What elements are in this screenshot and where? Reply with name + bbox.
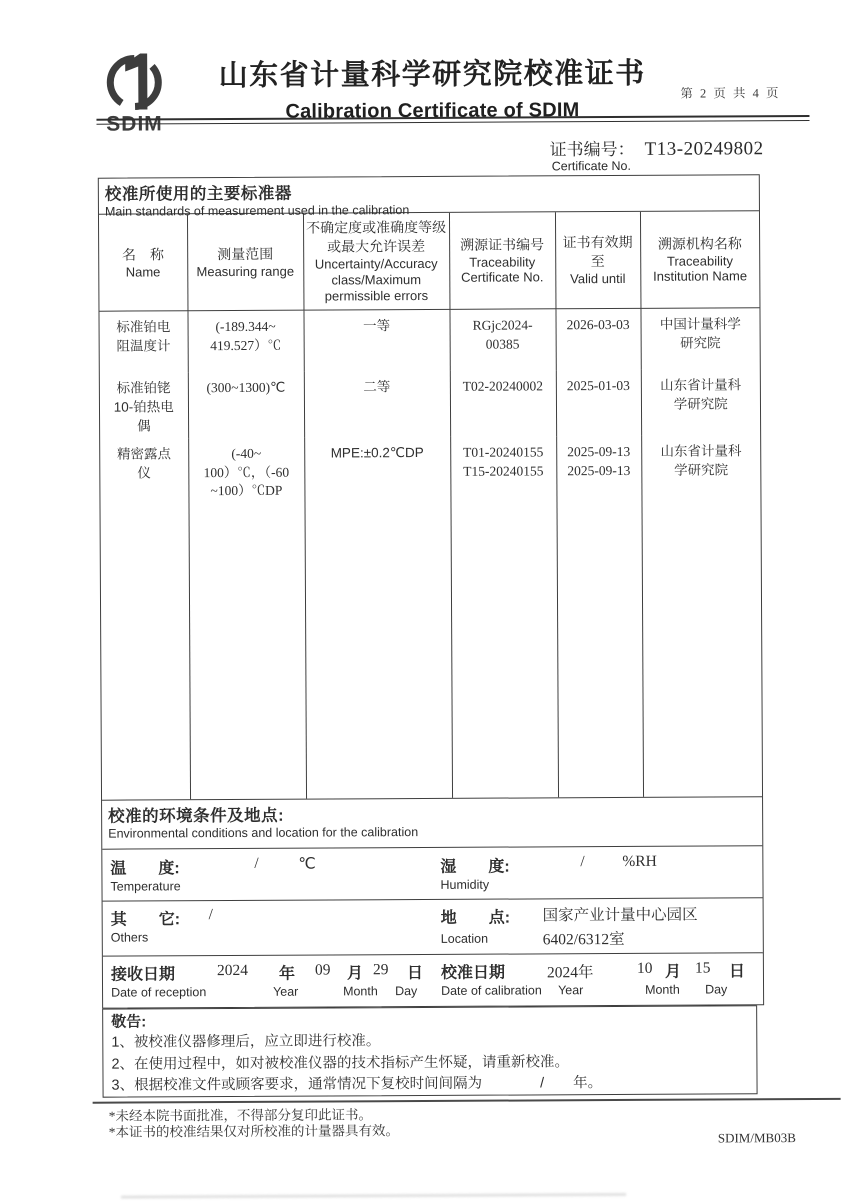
certificate-number-value: T13-20249802	[644, 138, 764, 160]
cell-range: (300~1300)℃	[188, 372, 304, 438]
humidity-label: 湿 度:	[440, 858, 510, 876]
table-row	[99, 308, 759, 373]
header-title-block	[182, 51, 682, 125]
notice-title: 敬告:	[111, 1013, 147, 1031]
reception-month-unit: 月	[346, 964, 364, 983]
reception-month-en: Month	[343, 983, 378, 999]
temperature-unit: ℃	[298, 855, 316, 873]
calibration-date-label: 校准日期	[440, 964, 506, 982]
notice-item-1: 1、被校准仪器修理后，应立即进行校准。	[111, 1033, 381, 1051]
cell-cert-no: T01-20240155 T15-20240155	[450, 436, 558, 798]
environment-title-en: Environmental conditions and location for the calibration	[108, 824, 419, 841]
cell-cert-no: RGjc2024- 00385	[449, 309, 555, 371]
humidity-label-en: Humidity	[440, 877, 490, 892]
calibration-month-value: 10	[636, 959, 653, 977]
calibration-date-label-en: Date of calibration	[441, 983, 542, 998]
cell-range: (-40~ 100）℃，（-60 ~100）℃DP	[188, 437, 306, 799]
certificate-number-line	[550, 134, 764, 161]
cell-range: (-189.344~ 419.527）℃	[187, 310, 303, 372]
certificate-number-label-en: Certificate No.	[551, 158, 631, 174]
calibration-month-en: Month	[645, 982, 680, 997]
humidity-unit: %RH	[622, 852, 657, 870]
others-location-row	[103, 897, 763, 955]
location-label: 地 点:	[440, 909, 511, 927]
temperature-value: /	[254, 854, 259, 872]
col-header-name: 名 称 Name	[99, 214, 188, 311]
footer-note-2: *本证书的校准结果仅对所校准的计量器具有效。	[108, 1123, 400, 1140]
cell-accuracy: 二等	[304, 371, 450, 437]
cell-accuracy: MPE:±0.2℃DP	[304, 437, 452, 799]
cell-valid-until: 2025-09-13 2025-09-13	[556, 436, 643, 797]
calibration-day-en: Day	[705, 982, 728, 997]
cell-name: 标准铂电 阻温度计	[99, 311, 187, 373]
location-label-en: Location	[440, 931, 489, 946]
cell-institution: 山东省计量科 学研究院	[660, 377, 742, 412]
col-header-range: 测量范围 Measuring range	[187, 214, 304, 311]
reception-date-label-en: Date of reception	[111, 984, 207, 1000]
col-header-institution: 溯源机构名称 Traceability Institution Name	[640, 211, 760, 308]
reception-year-value: 2024	[216, 961, 248, 979]
reception-day-unit: 日	[406, 964, 424, 982]
cell-name: 精密露点 仪	[100, 438, 190, 799]
environment-title-zh: 校准的环境条件及地点:	[108, 806, 285, 826]
others-label: 其 它:	[110, 910, 181, 929]
cell-name: 标准铂铑 10-铂热电 偶	[100, 372, 188, 438]
notice-item-3: 3、根据校准文件或顾客要求，通常情况下复校时间间隔为 / 年。	[111, 1075, 603, 1094]
standards-title-en: Main standards of measurement used in the calibration	[104, 203, 410, 219]
notice-item-2: 2、在使用过程中，如对被校准仪器的技术指标产生怀疑，请重新校准。	[111, 1053, 570, 1073]
cell-valid-until: 2026-03-03	[555, 308, 640, 370]
page-title-en: Calibration Certificate of SDIM	[285, 99, 580, 123]
document-code: SDIM/MB03B	[717, 1130, 796, 1146]
cell-accuracy: 一等	[303, 309, 449, 371]
sdim-logo-icon	[94, 51, 174, 111]
table-row	[100, 369, 760, 438]
humidity-value: /	[580, 852, 585, 870]
standards-section-header	[99, 175, 759, 219]
standards-title-zh: 校准所使用的主要标准器	[104, 184, 292, 204]
cell-institution: 山东省计量科 学研究院	[660, 443, 742, 478]
table-row	[100, 435, 762, 799]
standards-header-row	[99, 211, 759, 311]
notice-box	[102, 1005, 757, 1097]
temperature-humidity-row	[102, 845, 762, 900]
page-number: 第 2 页 共 4 页	[680, 86, 781, 101]
main-box	[98, 174, 764, 1008]
certificate-number-label: 证书编号：	[549, 139, 635, 160]
others-label-en: Others	[110, 930, 149, 945]
col-header-valid-until: 证书有效期至 Valid until	[555, 212, 641, 309]
temperature-label: 温 度:	[110, 859, 180, 878]
calibration-day-unit: 日	[728, 962, 746, 981]
cell-institution: 中国计量科学 研究院	[659, 316, 741, 351]
others-value: /	[208, 905, 213, 923]
col-header-cert-no: 溯源证书编号 Traceability Certificate No.	[449, 212, 556, 309]
environment-section-header	[102, 796, 762, 848]
col-header-uncertainty: 不确定度或准确度等级或最大允许误差 Uncertainty/Accuracy class/Maximum permissible errors	[303, 213, 450, 310]
dates-row	[103, 952, 763, 1007]
reception-year-unit: 年	[278, 965, 296, 983]
reception-year-en: Year	[273, 984, 299, 999]
calibration-month-unit: 月	[664, 963, 682, 981]
reception-date-label: 接收日期	[110, 965, 176, 984]
reception-day-value: 29	[372, 960, 389, 978]
standards-table	[99, 211, 762, 799]
cell-valid-until: 2025-01-03	[556, 370, 641, 436]
location-value: 国家产业计量中心园区 6402/6312室	[542, 906, 698, 949]
page-title: 山东省计量科学研究院校准证书	[218, 57, 646, 93]
footer-note-1: *未经本院书面批准，不得部分复印此证书。	[108, 1107, 372, 1124]
logo-text: SDIM	[106, 112, 163, 136]
scan-artifact	[121, 1193, 626, 1199]
calibration-year-en: Year	[558, 982, 584, 997]
temperature-label-en: Temperature	[110, 878, 181, 894]
footer-rule	[93, 1098, 841, 1103]
cell-cert-no: T02-20240002	[450, 370, 556, 436]
reception-month-value: 09	[314, 961, 331, 979]
calibration-day-value: 15	[694, 959, 711, 977]
calibration-year-value: 2024年	[546, 963, 594, 982]
reception-day-en: Day	[395, 983, 418, 998]
